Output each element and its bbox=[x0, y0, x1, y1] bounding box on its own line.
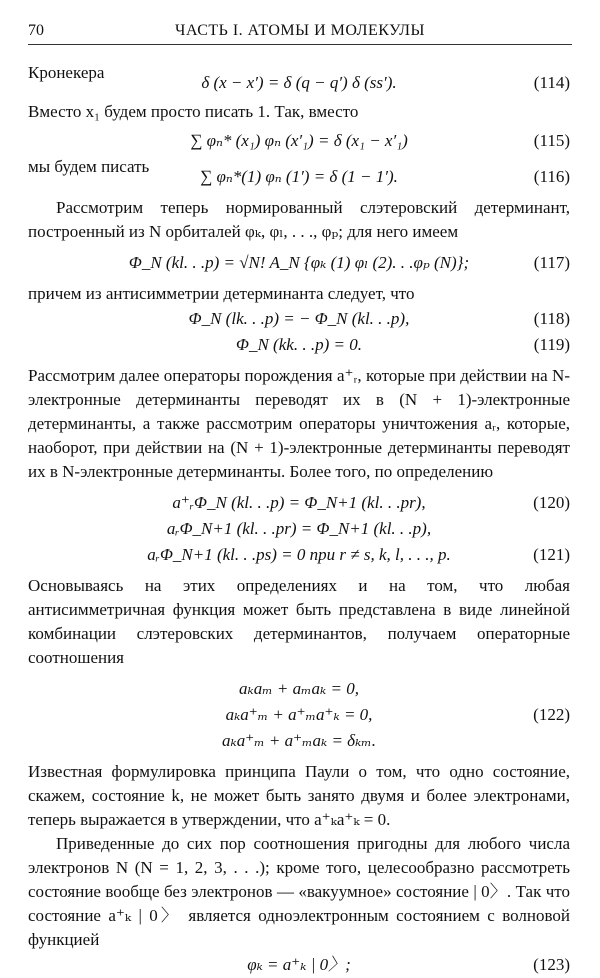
paragraph-based: Основываясь на этих определениях и на том, что любая антисимметричная функция может быть представлена в виде линейной комбинации слэтеровских детерминантов, получаем операторные соотношения bbox=[28, 576, 570, 667]
equation-114 bbox=[28, 60, 570, 92]
formula-121a: aᵣΦ_N+1 (kl. . .pr) = Φ_N+1 (kl. . .p), bbox=[166, 519, 432, 538]
formula-123: φₖ = a⁺ₖ | 0〉; bbox=[247, 955, 351, 974]
equation-122b bbox=[28, 702, 570, 728]
equation-118 bbox=[28, 306, 570, 332]
equation-119 bbox=[28, 332, 570, 358]
formula-117: Φ_N (kl. . .p) = √N! A_N {φₖ (1) φₗ (2). . .φₚ (N)}; bbox=[128, 253, 470, 272]
equation-number-122: (122) bbox=[533, 705, 570, 724]
equation-number-118: (118) bbox=[533, 309, 570, 328]
formula-119: Φ_N (kk. . .p) = 0. bbox=[236, 335, 362, 354]
formula-122a: aₖaₘ + aₘaₖ = 0, bbox=[239, 679, 359, 698]
equation-122a bbox=[28, 676, 570, 702]
formula-122b: aₖa⁺ₘ + a⁺ₘa⁺ₖ = 0, bbox=[225, 705, 373, 724]
text-kronecker: Кронекера bbox=[28, 63, 105, 82]
paragraph-slater: Рассмотрим теперь нормированный слэтеровский детерминант, построенный из N орбиталей φₖ, φₗ, . . ., φₚ; для него имеем bbox=[28, 198, 570, 241]
running-header bbox=[28, 22, 572, 46]
equation-number-120: (120) bbox=[533, 493, 570, 512]
paragraph-operators: Рассмотрим далее операторы порождения a⁺ᵣ, которые при действии на N-электронные детерминанты переводят их в (N + 1)-электронные детерминанты, а также рассмотрим операторы уничтожения aᵣ, которые, наоборот, при действии на (N + 1)-электронные детерминанты переводят их в N-электронные детерминанты. Более того, по определению bbox=[28, 366, 570, 481]
text-vmesto: Вместо x₁ будем просто писать 1. Так, вместо bbox=[28, 102, 359, 121]
equation-123 bbox=[28, 952, 570, 978]
formula-118: Φ_N (lk. . .p) = − Φ_N (kl. . .p), bbox=[188, 309, 410, 328]
equation-number-123: (123) bbox=[533, 955, 570, 974]
header-rule bbox=[28, 44, 572, 45]
chapter-title: ЧАСТЬ I. АТОМЫ И МОЛЕКУЛЫ bbox=[175, 22, 425, 39]
equation-number-121: (121) bbox=[533, 545, 570, 564]
page-number: 70 bbox=[28, 22, 44, 39]
equation-number-115: (115) bbox=[533, 131, 570, 150]
equation-number-117: (117) bbox=[533, 253, 570, 272]
equation-115 bbox=[28, 128, 570, 154]
equation-121b bbox=[28, 542, 570, 568]
text-my-budem: мы будем писать bbox=[28, 157, 150, 176]
equation-116 bbox=[28, 154, 570, 186]
equation-number-119: (119) bbox=[533, 335, 570, 354]
formula-114: δ (x − x′) = δ (q − q′) δ (ss′). bbox=[201, 73, 397, 92]
formula-116: ∑ φₙ*(1) φₙ (1′) = δ (1 − 1′). bbox=[200, 167, 398, 186]
formula-122c: aₖa⁺ₘ + a⁺ₘaₖ = δₖₘ. bbox=[222, 731, 376, 750]
equation-122c bbox=[28, 728, 570, 754]
formula-115: ∑ φₙ* (x₁) φₙ (x′₁) = δ (x₁ − x′₁) bbox=[190, 131, 408, 150]
paragraph-given: Приведенные до сих пор соотношения пригодны для любого числа электронов N (N = 1, 2, 3, . . .); кроме того, целесообразно рассмотреть состояние вообще без электронов — «вакуумное» состояние | 0〉. Так что состояние a⁺ₖ | 0〉 является одноэлектронным состоянием с волновой функцией bbox=[28, 834, 570, 949]
equation-117 bbox=[28, 250, 570, 276]
equation-number-116: (116) bbox=[533, 167, 570, 186]
formula-120: a⁺ᵣΦ_N (kl. . .p) = Φ_N+1 (kl. . .pr), bbox=[172, 493, 426, 512]
paragraph-pauli: Известная формулировка принципа Паули о том, что одно состояние, скажем, состояние k, не может быть занято двумя и более электронами, теперь выражается в утверждении, что a⁺ₖa⁺ₖ = 0. bbox=[28, 762, 570, 829]
equation-120 bbox=[28, 490, 570, 516]
text-prichem: причем из антисимметрии детерминанта следует, что bbox=[28, 284, 415, 303]
equation-121a bbox=[28, 516, 570, 542]
page-body bbox=[28, 60, 570, 978]
formula-121b: aᵣΦ_N+1 (kl. . .ps) = 0 при r ≠ s, k, l, . . ., p. bbox=[147, 545, 451, 564]
equation-number-114: (114) bbox=[533, 73, 570, 92]
